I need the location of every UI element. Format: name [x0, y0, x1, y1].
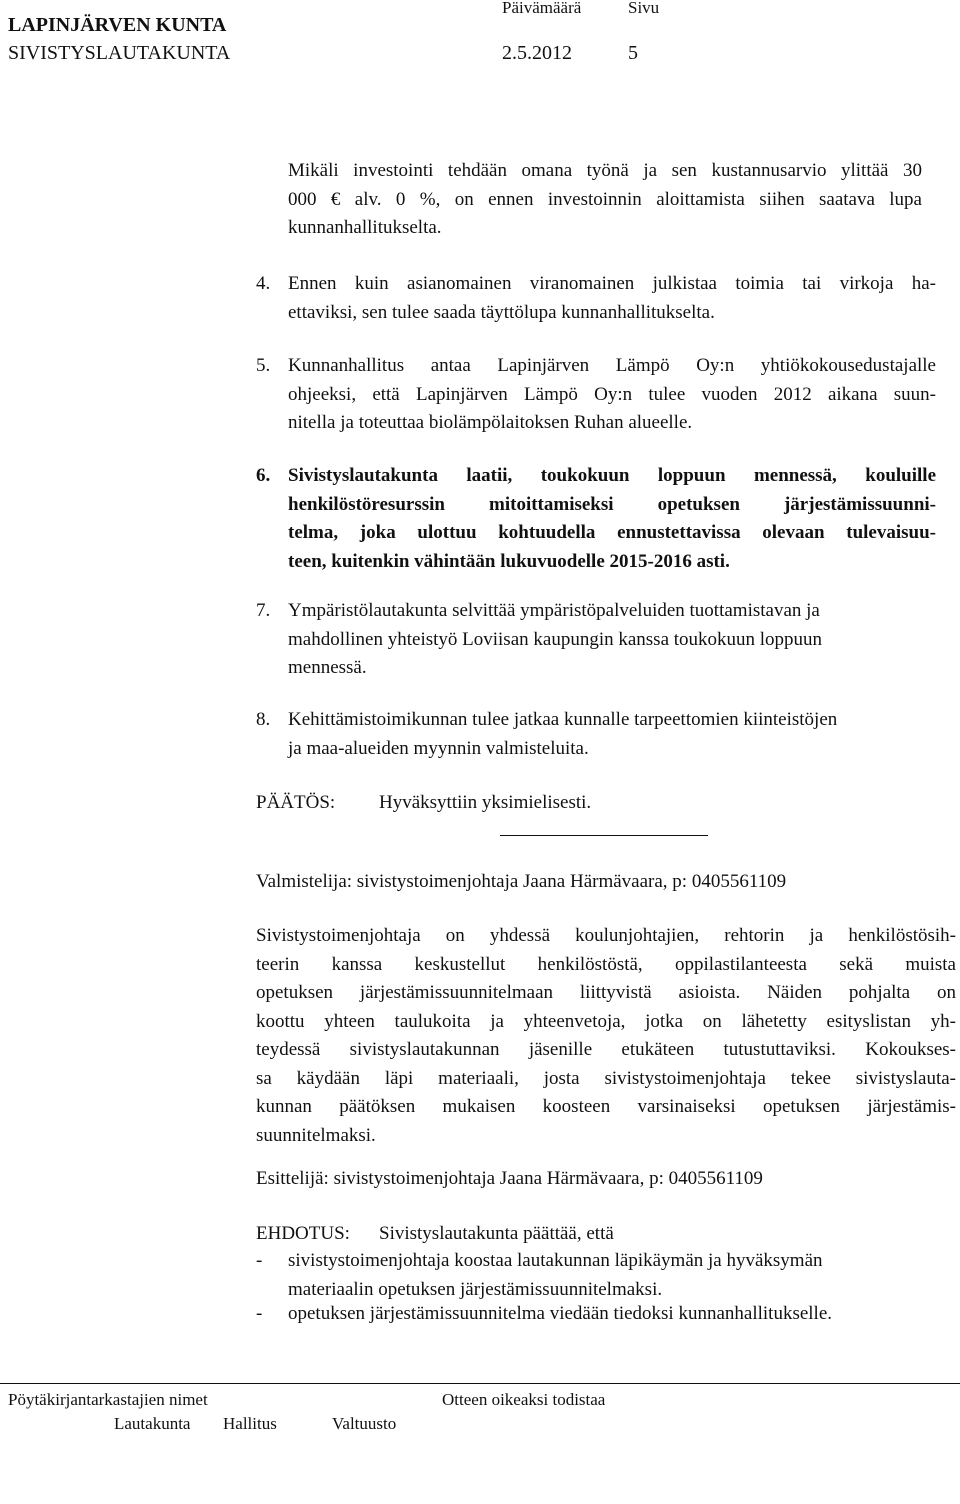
paragraph-line: 000 € alv. 0 %, on ennen investoinnin aloittamista siihen saatava lupa [288, 188, 922, 210]
paragraph-line: Sivistystoimenjohtaja on yhdessä koulunjohtajien, rehtorin ja henkilöstösih- [256, 925, 956, 946]
item-line: nitella ja toteuttaa biolämpölaitoksen Ruhan alueelle. [288, 412, 693, 433]
item-line: Kehittämistoimikunnan tulee jatkaa kunnalle tarpeettomien kiinteistöjen [288, 709, 838, 730]
date-value: 2.5.2012 [502, 42, 572, 64]
item-number: 8. [256, 709, 271, 730]
organization-unit: SIVISTYSLAUTAKUNTA [8, 42, 231, 64]
item-number: 7. [256, 600, 271, 621]
bullet-dash: - [256, 1303, 263, 1324]
item-line: ja maa-alueiden myynnin valmisteluita. [288, 737, 589, 759]
proposal-intro: Sivistyslautakunta päättää, että [379, 1223, 614, 1244]
paragraph-line: opetuksen järjestämissuunnitelmaan liittyvistä asioista. Näiden pohjalta on [256, 982, 956, 1003]
proposal-label: EHDOTUS: [256, 1223, 350, 1244]
main-paragraph [256, 922, 956, 1150]
item-line: mahdollinen yhteistyö Loviisan kaupungin kanssa toukokuun loppuun [288, 628, 823, 650]
preparer-line: Valmistelija: sivistystoimenjohtaja Jaana Härmävaara, p: 0405561109 [256, 871, 787, 892]
decision-label: PÄÄTÖS: [256, 792, 336, 813]
list-item [288, 270, 936, 327]
item-line: Ennen kuin asianomainen viranomainen julkistaa toimia tai virkoja ha- [288, 273, 936, 294]
item-line: mennessä. [288, 657, 367, 678]
body-lautakunta: Lautakunta [114, 1414, 191, 1433]
paragraph-line: koottu yhteen taulukoita ja yhteenvetoja, jotka on lähetetty esityslistan yh- [256, 1010, 956, 1032]
continuation-paragraph [288, 157, 922, 243]
organization-name: LAPINJÄRVEN KUNTA [8, 14, 227, 36]
list-item-highlighted [288, 462, 936, 576]
presenter-line: Esittelijä: sivistystoimenjohtaja Jaana Härmävaara, p: 0405561109 [256, 1168, 763, 1189]
list-item [288, 352, 936, 438]
item-line: Ympäristölautakunta selvittää ympäristöpalveluiden tuottamistavan ja [288, 600, 820, 621]
item-line: Kunnanhallitus antaa Lapinjärven Lämpö Oy:n yhtiökokousedustajalle [288, 355, 936, 376]
item-line: ohjeeksi, että Lapinjärven Lämpö Oy:n tulee vuoden 2012 aikana suun- [288, 383, 936, 405]
proposal-bullet [288, 1247, 948, 1304]
paragraph-line: teerin kanssa keskustellut henkilöstöstä, oppilastilanteesta sekä muista [256, 953, 956, 975]
item-number: 4. [256, 273, 271, 294]
decision-text: Hyväksyttiin yksimielisesti. [379, 792, 592, 813]
body-valtuusto: Valtuusto [332, 1414, 397, 1433]
paragraph-line: suunnitelmaksi. [256, 1124, 376, 1146]
page-number: 5 [628, 42, 638, 64]
item-line: teen, kuitenkin vähintään lukuvuodelle 2015-2016 asti. [288, 550, 730, 572]
page-label: Sivu [628, 0, 660, 17]
item-number: 5. [256, 355, 271, 376]
paragraph-line: kunnanhallitukselta. [288, 217, 442, 238]
certified-label: Otteen oikeaksi todistaa [442, 1390, 606, 1409]
body-hallitus: Hallitus [223, 1414, 277, 1433]
item-line: henkilöstöresurssin mitoittamiseksi opetuksen järjestämissuunni- [288, 493, 936, 515]
bullet-line: sivistystoimenjohtaja koostaa lautakunnan läpikäymän ja hyväksymän [288, 1250, 823, 1271]
footer-rule [0, 1383, 960, 1384]
paragraph-line: Mikäli investointi tehdään omana työnä ja sen kustannusarvio ylittää 30 [288, 160, 922, 181]
list-item [288, 597, 936, 683]
section-divider [500, 835, 708, 836]
item-line: Sivistyslautakunta laatii, toukokuun loppuun mennessä, kouluille [288, 465, 936, 486]
paragraph-line: sa käydään läpi materiaali, josta sivistystoimenjohtaja tekee sivistyslauta- [256, 1067, 956, 1089]
proposal-bullet [288, 1300, 948, 1329]
item-line: ettaviksi, sen tulee saada täyttölupa kunnanhallitukselta. [288, 301, 715, 323]
date-label: Päivämäärä [502, 0, 582, 17]
paragraph-line: kunnan päätöksen mukaisen koosteen varsinaiseksi opetuksen järjestämis- [256, 1096, 956, 1117]
item-line: telma, joka ulottuu kohtuudella ennustettavissa olevaan tulevaisuu- [288, 522, 936, 543]
inspectors-label: Pöytäkirjantarkastajien nimet [8, 1390, 208, 1409]
paragraph-line: teydessä sivistyslautakunnan jäsenille etukäteen tutustuttaviksi. Kokoukses- [256, 1039, 956, 1060]
list-item [288, 706, 948, 763]
bullet-dash: - [256, 1250, 263, 1271]
bullet-line: materiaalin opetuksen järjestämissuunnitelmaksi. [288, 1278, 663, 1300]
bullet-line: opetuksen järjestämissuunnitelma viedään tiedoksi kunnanhallitukselle. [288, 1303, 833, 1324]
item-number: 6. [256, 465, 271, 486]
